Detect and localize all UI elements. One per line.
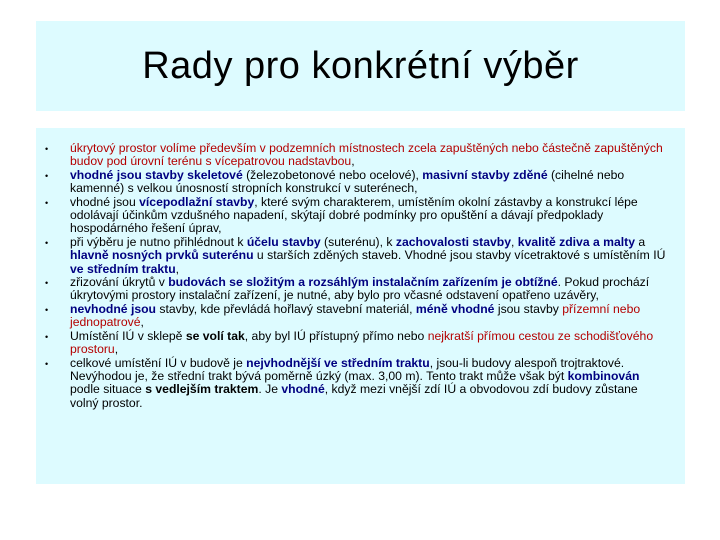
bullet-text-segment: stavby, kde převládá hořlavý stavební materiál, <box>156 301 416 316</box>
bullet-text-segment: nevhodné jsou <box>70 301 156 316</box>
bullet-item <box>36 276 685 303</box>
bullet-text-segment: vhodné jsou stavby skeletové <box>70 167 243 182</box>
bullet-marker: • <box>45 304 49 315</box>
title-panel <box>36 21 685 111</box>
bullet-marker: • <box>45 278 49 289</box>
bullet-text-segment: zřizování úkrytů v <box>70 275 169 290</box>
bullet-text-segment: . Je <box>258 382 282 397</box>
bullet-marker: • <box>45 197 49 208</box>
bullet-text-segment: méně vhodné <box>415 301 495 316</box>
bullet-text-segment: vhodné jsou <box>70 194 140 209</box>
bullet-text-segment: účelu stavby <box>246 234 321 249</box>
bullet-text-segment: jsou stavby <box>494 301 563 316</box>
bullet-text-segment: , aby byl IÚ přístupný přímo nebo <box>244 328 428 343</box>
bullet-text-segment: celkové umístění IÚ v budově je <box>70 355 247 370</box>
bullet-item <box>36 303 685 330</box>
bullet-text-segment: podle situace <box>70 382 146 397</box>
slide-title: Rady pro konkrétní výběr <box>142 45 579 87</box>
bullet-text-segment: , <box>351 154 355 169</box>
bullet-item <box>36 196 685 236</box>
bullet-text-segment: kvalitě zdiva a malty <box>517 234 635 249</box>
bullet-text-segment: (suterénu), k <box>320 234 396 249</box>
bullet-text-segment: vhodné <box>281 382 325 397</box>
bullet-text-segment: , <box>114 342 119 357</box>
bullet-text-segment: kombinován <box>567 368 640 383</box>
bullet-text-segment: , když mezi vnější zdí IÚ a obvodovou zdí budovy zůstane volný prostor. <box>70 382 638 410</box>
bullet-item <box>36 142 685 169</box>
bullet-item <box>36 357 685 411</box>
bullet-text-segment: , jsou-li budovy alespoň trojtraktové. Nevýhodou je, že střední trakt bývá poměrně úzký (max. 3,00 m). Tento trakt může však být <box>70 355 625 383</box>
bullet-marker: • <box>45 358 49 369</box>
bullet-text-segment: hlavně nosných prvků suterénu <box>70 248 254 263</box>
bullet-text-segment: masivní stavby zděné <box>422 167 548 182</box>
bullet-marker: • <box>45 170 49 181</box>
bullet-text-segment: se volí tak <box>185 328 245 343</box>
bullet-text-segment: budovách se složitým a rozsáhlým instalačním zařízením je obtížné <box>168 275 558 290</box>
bullet-marker: • <box>45 237 49 248</box>
bullet-text-segment: a <box>635 234 646 249</box>
bullet-marker: • <box>45 144 49 154</box>
bullet-text-segment: ve středním traktu <box>70 261 176 276</box>
bullet-text-segment: , <box>175 261 180 276</box>
bullet-text-segment: nejvhodnější ve středním traktu <box>246 355 430 370</box>
bullet-text-segment: přízemní nebo jednopatrové <box>70 301 641 330</box>
bullet-item <box>36 169 685 196</box>
bullet-text-segment: s vedlejším traktem <box>145 382 259 397</box>
bullet-text-segment: při výběru je nutno přihlédnout k <box>70 234 247 249</box>
bullet-text-segment: Umístění IÚ v sklepě <box>70 328 186 343</box>
bullet-text-segment: zachovalosti stavby <box>395 234 512 249</box>
bullet-text-segment: , které svým charakterem, umístěním okolní zástavby a konstrukcí lépe odolávají účinkům vzdušného napadení, skýtají dobré podmínky pro opuštění a dávají předpoklady hospodárného řešení úprav, <box>70 194 638 236</box>
bullet-text-segment: u starších zděných staveb. Vhodné jsou stavby vícetraktové s umístěním IÚ <box>253 248 666 263</box>
bullet-text-segment: , <box>140 315 144 330</box>
bullet-text-segment: úkrytový prostor volíme především v podzemních místnostech zcela zapuštěných nebo částečně zapuštěných budov pod úrovní terénu s vícepatrovou nadstavbou <box>70 141 663 169</box>
bullet-text-segment: vícepodlažní stavby <box>139 194 255 209</box>
bullet-list <box>36 142 685 410</box>
content-panel <box>36 128 685 484</box>
bullet-item <box>36 330 685 357</box>
bullet-text-segment: , <box>511 234 518 249</box>
bullet-text-segment: (cihelné nebo kamenné) s velkou únosností stropních konstrukcí v suterénech, <box>70 167 625 196</box>
bullet-text-segment: nejkratší přímou cestou ze schodišťového prostoru <box>70 328 654 357</box>
bullet-marker: • <box>45 331 49 342</box>
bullet-text-segment: (železobetonové nebo ocelové), <box>242 167 423 182</box>
bullet-item <box>36 236 685 276</box>
bullet-text-segment: . Pokud prochází úkrytovými prostory instalační zařízení, je nutné, aby bylo pro včasné odstavení opatřeno uzávěry, <box>70 275 650 303</box>
